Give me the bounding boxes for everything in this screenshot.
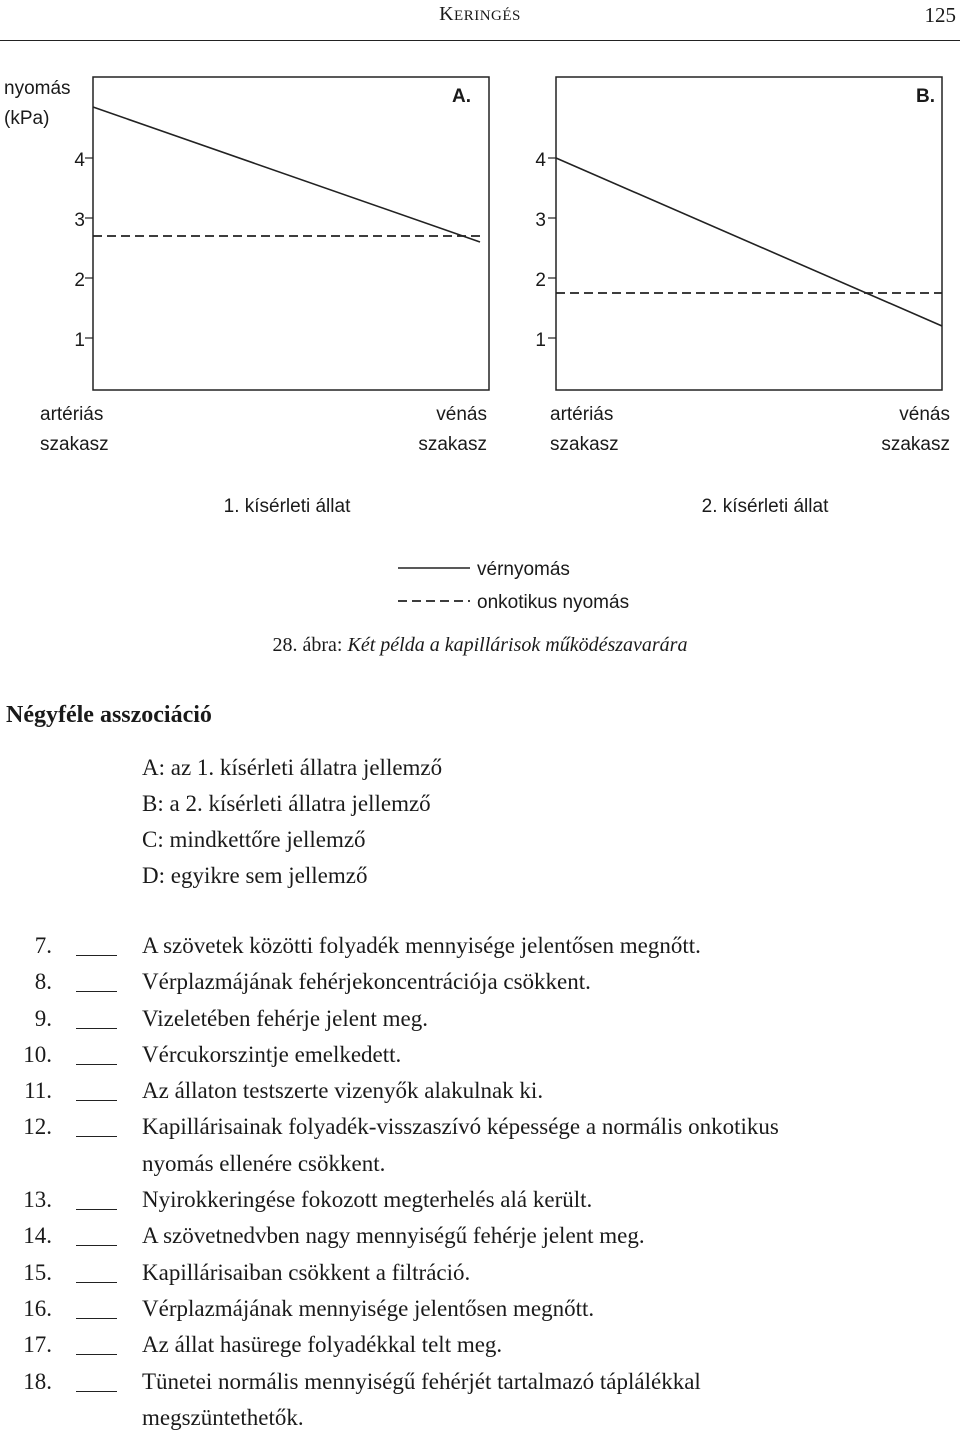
running-head (0, 0, 960, 41)
question-text: Vizeletében fehérje jelent meg. (142, 1005, 428, 1031)
question-text: Kapillárisaiban csökkent a filtráció. (142, 1259, 471, 1285)
panel-b-ytick-2: 2 (535, 270, 546, 291)
panel-b-xlabel-right-2: szakasz (881, 434, 950, 455)
question-text: Az állaton testszerte vizenyők alakulnak ki. (142, 1078, 544, 1104)
panel-b-ytick-1: 1 (535, 330, 546, 351)
question-text: Kapillárisainak folyadék-visszaszívó képessége a normális onkotikus (142, 1114, 779, 1140)
question-item (0, 1001, 960, 1037)
question-number: 13. (23, 1187, 52, 1213)
panel-b-subtitle: 2. kísérleti állat (701, 496, 829, 517)
panel-b (535, 77, 950, 517)
legend-solid-label: vérnyomás (477, 559, 570, 580)
answer-blank[interactable] (76, 1100, 117, 1101)
answer-blank[interactable] (76, 1354, 117, 1355)
panel-a-ytick-2: 2 (74, 270, 85, 291)
question-item (0, 1255, 960, 1291)
panel-a-blood-pressure-line (93, 107, 480, 242)
answer-blank[interactable] (76, 1245, 117, 1246)
panel-b-blood-pressure-line (556, 158, 942, 326)
question-item (0, 1327, 960, 1363)
question-number: 14. (23, 1223, 52, 1249)
option-b: B: a 2. kísérleti állatra jellemző (142, 791, 431, 816)
question-number: 7. (34, 933, 52, 958)
panel-b-ytick-3: 3 (535, 210, 546, 231)
panel-b-frame (556, 77, 942, 390)
figure-legend (398, 559, 629, 613)
question-number: 18. (23, 1368, 52, 1394)
answer-blank[interactable] (76, 1064, 117, 1065)
question-number: 9. (34, 1005, 52, 1031)
question-text-continued: nyomás ellenére csökkent. (142, 1150, 386, 1176)
y-axis-label-line1: nyomás (4, 78, 71, 99)
question-item (0, 1037, 960, 1073)
question-item (0, 1109, 960, 1182)
question-list (0, 928, 960, 1436)
question-item (0, 1291, 960, 1327)
association-options (142, 750, 442, 894)
question-item (0, 1073, 960, 1109)
panel-a-ytick-3: 3 (74, 210, 85, 231)
question-number: 16. (23, 1295, 52, 1321)
question-text: A szövetek közötti folyadék mennyisége jelentősen megnőtt. (142, 933, 701, 958)
question-item (0, 1182, 960, 1218)
question-number: 11. (24, 1078, 52, 1104)
question-text: A szövetnedvben nagy mennyiségű fehérje jelent meg. (142, 1223, 645, 1249)
question-number: 8. (34, 969, 52, 995)
chapter-title (0, 3, 960, 26)
panel-a-xlabel-left-2: szakasz (40, 434, 109, 455)
question-item (0, 1364, 960, 1437)
chapter-title-initial: K (439, 3, 455, 25)
answer-blank[interactable] (76, 1209, 117, 1210)
figure-svg (0, 60, 960, 620)
option-d: D: egyikre sem jellemző (142, 863, 368, 888)
answer-blank[interactable] (76, 991, 117, 992)
figure-caption-text: Két példa a kapillárisok működészavarára (347, 634, 688, 656)
option-a: A: az 1. kísérleti állatra jellemző (142, 755, 443, 780)
panel-a-ytick-1: 1 (74, 330, 85, 351)
question-text-continued: megszüntethetők. (142, 1404, 304, 1430)
page-number: 125 (924, 3, 956, 27)
panel-b-xlabel-left-2: szakasz (550, 434, 619, 455)
figure-caption (0, 634, 960, 657)
legend-dashed-label: onkotikus nyomás (477, 592, 630, 613)
panel-a-frame (93, 77, 489, 390)
answer-blank[interactable] (76, 1318, 117, 1319)
question-text: Vérplazmájának mennyisége jelentősen megnőtt. (142, 1295, 595, 1321)
question-item (0, 1218, 960, 1254)
answer-blank[interactable] (76, 1028, 117, 1029)
question-text: Vércukorszintje emelkedett. (142, 1041, 402, 1067)
y-axis-label-line2: (kPa) (4, 108, 50, 129)
question-text: Nyirokkeringése fokozott megterhelés alá került. (142, 1187, 593, 1213)
question-text: Tünetei normális mennyiségű fehérjét tartalmazó táplálékkal (142, 1368, 701, 1394)
panel-a-subtitle: 1. kísérleti állat (223, 496, 351, 517)
panel-b-xlabel-right-1: vénás (899, 404, 950, 425)
answer-blank[interactable] (76, 1136, 117, 1137)
panel-a-xlabel-left-1: artériás (40, 404, 104, 425)
panel-b-xlabel-left-1: artériás (550, 404, 614, 425)
question-number: 10. (23, 1041, 52, 1067)
panel-a-ytick-4: 4 (74, 150, 85, 171)
panel-b-ytick-4: 4 (535, 150, 546, 171)
section-heading: Négyféle asszociáció (6, 702, 212, 728)
panel-b-label: B. (916, 86, 935, 107)
panel-a-xlabel-right-2: szakasz (418, 434, 487, 455)
question-number: 15. (23, 1259, 52, 1285)
panel-a-label: A. (452, 86, 471, 107)
question-item (0, 928, 960, 964)
panel-a-xlabel-right-1: vénás (436, 404, 487, 425)
question-number: 12. (23, 1114, 52, 1140)
question-text: Vérplazmájának fehérjekoncentrációja csökkent. (142, 969, 591, 995)
question-number: 17. (23, 1332, 52, 1358)
figure-28 (0, 60, 960, 625)
panel-a (40, 77, 489, 517)
question-text: Az állat hasürege folyadékkal telt meg. (142, 1332, 503, 1358)
figure-caption-prefix: 28. ábra: (272, 634, 343, 656)
answer-blank[interactable] (76, 1391, 117, 1392)
question-item (0, 964, 960, 1000)
answer-blank[interactable] (76, 1282, 117, 1283)
option-c: C: mindkettőre jellemző (142, 827, 366, 852)
answer-blank[interactable] (76, 955, 117, 956)
chapter-title-rest: ERINGÉS (454, 8, 521, 24)
